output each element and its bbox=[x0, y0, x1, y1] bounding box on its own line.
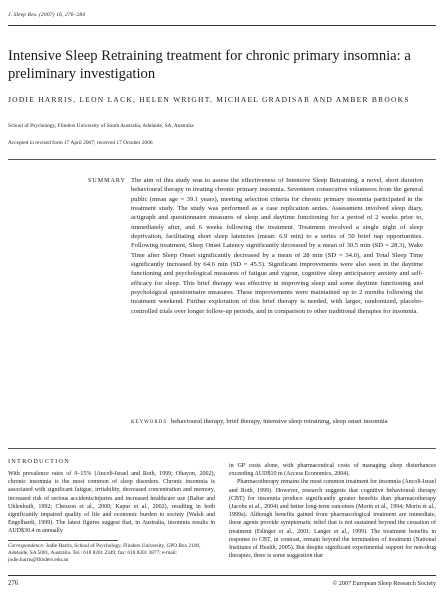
summary-label: SUMMARY bbox=[88, 178, 127, 184]
correspondence-text: Jodie Harris, School of Psychology, Flinders University, GPO Box 2100, Adelaide, SA 5001, Australia. Tel.: 618 8201 2349; fax: 618 8201 3877; e-mail: jodie.harris@flinders.edu.au bbox=[8, 543, 201, 563]
page-number: 276 bbox=[8, 580, 19, 587]
correspondence-label: Correspondence: bbox=[8, 543, 45, 549]
running-head: J. Sleep Res. (2007) 16, 276–284 bbox=[8, 12, 86, 18]
author-list: JODIE HARRIS, LEON LACK, HELEN WRIGHT, MICHAEL GRADISAR AND AMBER BROOKS bbox=[8, 95, 410, 104]
body-column-left bbox=[8, 458, 215, 536]
keywords-block bbox=[131, 417, 423, 427]
copyright-notice: © 2007 European Sleep Research Society bbox=[332, 580, 436, 587]
article-title: Intensive Sleep Retraining treatment for chronic primary insomnia: a preliminary investigation bbox=[8, 48, 411, 82]
received-accepted-dates: Accepted in revised form 17 April 2007; received 17 October 2006 bbox=[8, 140, 153, 146]
keywords-text: behavioural therapy, brief therapy, intensive sleep retraining, sleep onset insomnia bbox=[170, 418, 388, 425]
author-affiliation: School of Psychology, Flinders University of South Australia, Adelaide, SA, Australia bbox=[8, 123, 194, 129]
keywords-label: KEYWORDS bbox=[131, 420, 167, 425]
footnote-rule bbox=[8, 540, 118, 541]
introduction-heading: INTRODUCTION bbox=[8, 458, 70, 465]
introduction-paragraph-3: Pharmacotherapy remains the most common treatment for insomnia (Ancoli-Israel and Roth, 1999). However, research suggests that cognitive behavioural therapy (CBT) for insomnia produce significantly greater benefits than pharmacotherapy (Jacobs et al., 2004) and better long-term outcomes (Morin et al., 1994; Morin et al., 1999a). Although benefits gained from pharmacological treatment are immediate, these agents provide symptomatic relief that is not sustained beyond the cessation of treatment (Edinger et al., 2001; Langer et al., 1999). The treatment benefits in response to CBT, in contrast, remain beyond the termination of treatment (National Institutes of Health, 2005). But despite significant experimental support for non-drug therapies, there is some suggestion that bbox=[229, 479, 436, 560]
correspondence-note bbox=[8, 543, 215, 564]
header-rule bbox=[8, 25, 436, 26]
introduction-paragraph-2: in GP costs alone, with pharmaceutical costs of managing sleep disturbances exceeding AUD$10 m (Access Economics, 2004). bbox=[229, 463, 436, 478]
introduction-paragraph-1: With prevalence rates of 9–15% (Ancoli-Israel and Roth, 1999; Ohayon, 2002), chronic insomnia is the most common of sleep disorders. Chronic insomnia is associated with significant fatigue, irritability, decreased concentration and memory, increased risk of serious accidents/injuries and increased healthcare use (Balter and Uhlenhuth, 1992; Chesson et al., 2000; Kapur et al., 2002), resulting in both significantly impaired quality of life and economic burden to society (Walsh and Engelhardt, 1999). The latest figures suggest that, in Australia, insomnia results in AUD$30.4 m annually bbox=[8, 471, 215, 535]
abstract-bottom-rule bbox=[8, 448, 436, 449]
body-column-right bbox=[229, 462, 436, 560]
footer-rule bbox=[8, 575, 436, 576]
summary-text: The aim of this study was to assess the effectiveness of Intensive Sleep Retraining, a novel, short duration behavioural therapy in treating chronic primary insomnia. Seventeen consecutive volunteers from the general public (mean age = 39.1 years), meeting selection criteria for chronic primary insomnia participated in the treatment study. The study was performed as a case replication series. Assessment involved sleep diary, actigraph and questionnaire measures of sleep and daytime functioning for a period of 2 weeks prior to, immediately after, and 6 weeks following the treatment. Treatment involved a single night of sleep deprivation, facilitating short sleep latencies (mean: 6.9 min) to a series of 50 brief nap opportunities. Following treatment, Sleep Onset Latency significantly decreased by a mean of 30.5 min (SD = 28.3), Wake Time after Sleep Onset significantly decreased by a mean of 28 min (SD = 34.0), and Total Sleep Time significantly increased by 64.6 min (SD = 45.5). Significant improvements were also seen in the daytime functioning and psychological measures of fatigue and vigour, cognitive sleep anticipatory anxiety and self-efficacy for sleep. This brief therapy was effective in improving sleep and some daytime functioning and psychological questionnaire measures. These improvements were maintained up to 2 months following the treatment weekend. Further exploration of this brief therapy is needed, with larger, randomized, placebo-controlled trials over longer follow-up periods, and in comparison to other traditional therapies for insomnia. bbox=[131, 177, 423, 315]
abstract-top-rule bbox=[8, 159, 436, 160]
